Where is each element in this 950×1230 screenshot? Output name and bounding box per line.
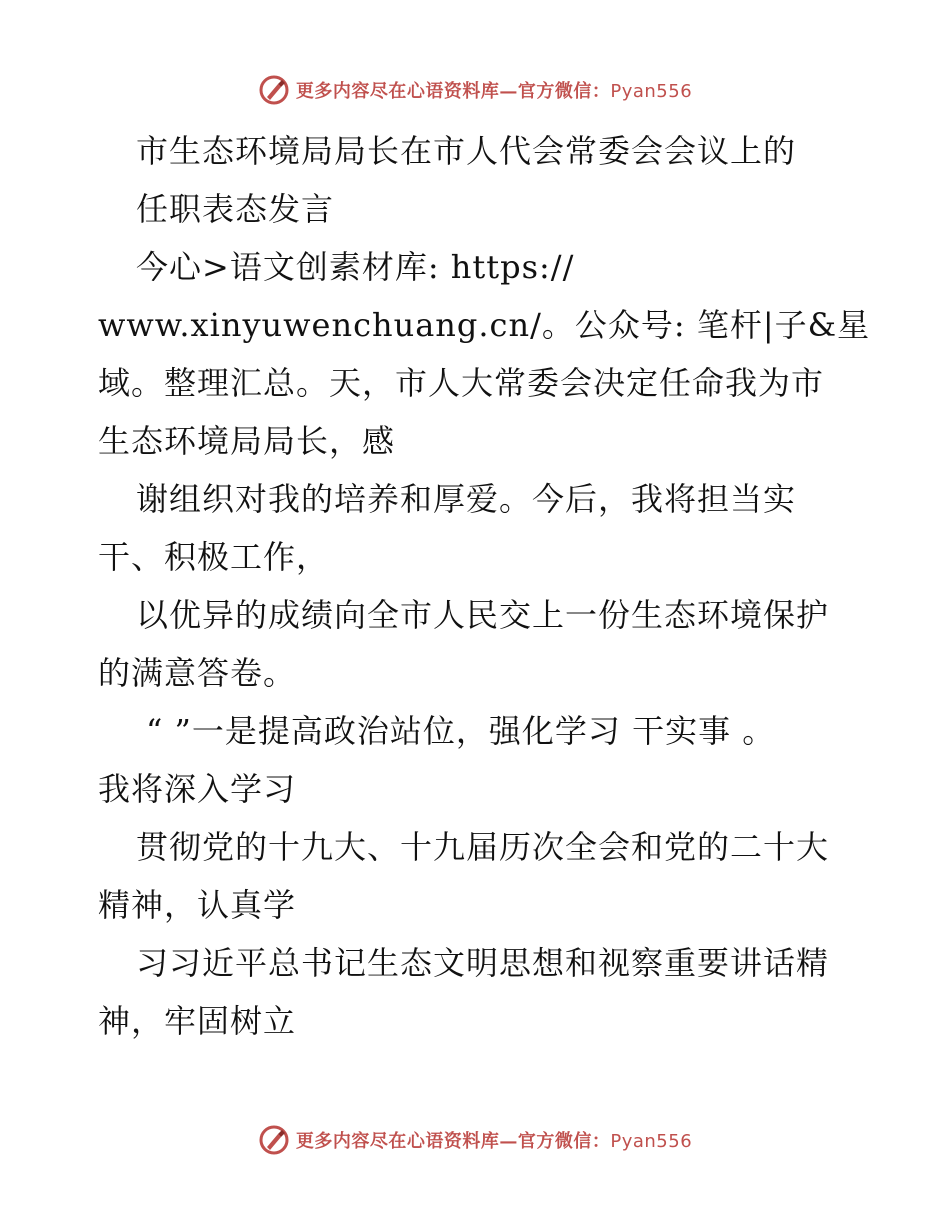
text-line: 习习近平总书记生态文明思想和视察重要讲话精 — [136, 944, 830, 982]
text-line: www.xinyuwenchuang.cn/。公众号: 笔杆|子&星 — [98, 306, 871, 344]
text-line: 神，牢固树立 — [98, 1002, 297, 1040]
watermark-text: 更多内容尽在心语资料库—官方微信：Pyan556 — [295, 81, 693, 102]
text-line: 我将深入学习 — [98, 770, 297, 808]
text-line: 干、积极工作， — [98, 538, 330, 576]
text-line: 市生态环境局局长在市人代会常委会会议上的 — [136, 132, 797, 170]
text-line: 谢组织对我的培养和厚爱。今后，我将担当实 — [136, 480, 797, 518]
header-watermark — [0, 70, 950, 110]
document-body — [98, 122, 871, 1050]
pen-logo-icon — [258, 1124, 290, 1156]
pen-logo-icon — [258, 74, 290, 106]
text-line: 的满意答卷。 — [98, 654, 297, 692]
watermark-text: 更多内容尽在心语资料库—官方微信：Pyan556 — [295, 1131, 693, 1152]
text-line: “ ”一是提高政治站位，强化学习 干实事 。 — [146, 712, 776, 750]
text-line: 生态环境局局长，感 — [98, 422, 396, 460]
text-line: 精神，认真学 — [98, 886, 297, 924]
text-line: 贯彻党的十九大、十九届历次全会和党的二十大 — [136, 828, 830, 866]
text-line: 任职表态发言 — [136, 190, 335, 228]
footer-watermark — [0, 1120, 950, 1160]
text-line: 今心>语文创素材库: https:// — [136, 248, 575, 286]
text-line: 域。整理汇总。天，市人大常委会决定任命我为市 — [98, 364, 825, 402]
text-line: 以优异的成绩向全市人民交上一份生态环境保护 — [136, 596, 830, 634]
